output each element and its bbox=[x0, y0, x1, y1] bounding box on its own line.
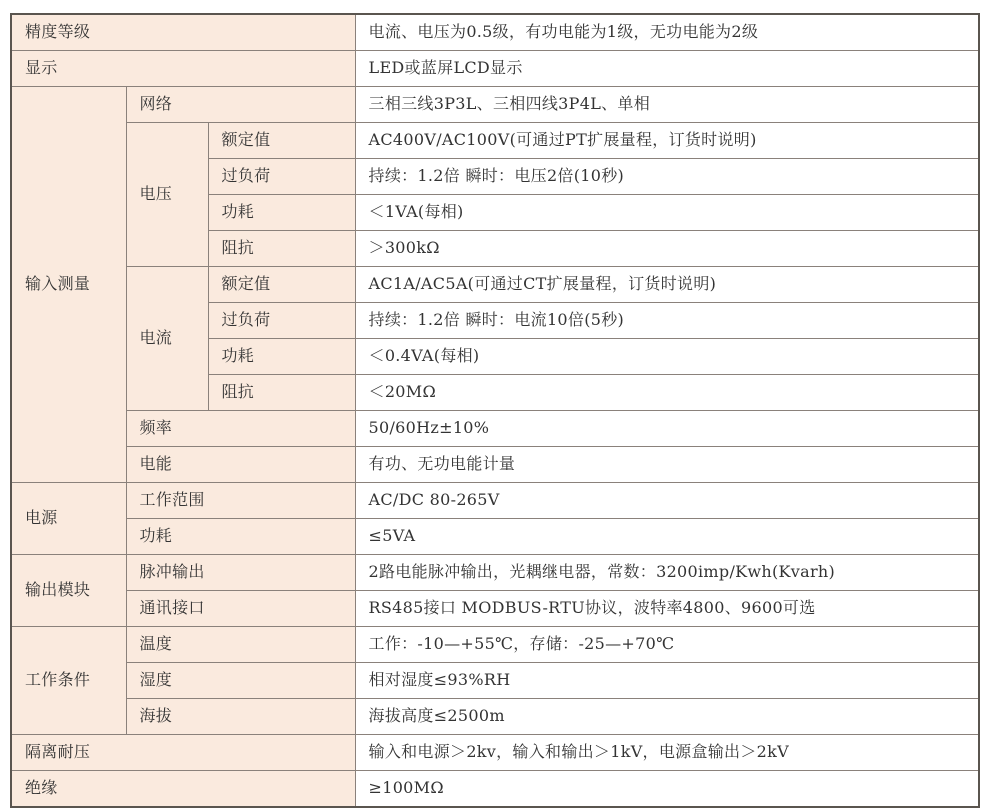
table-row-pulse-output bbox=[11, 555, 979, 591]
voltage-label: 电压 bbox=[126, 123, 208, 267]
isolation-value: 输入和电源＞2kv，输入和输出＞1kV，电源盒输出＞2kV bbox=[355, 735, 979, 771]
table-row-isolation bbox=[11, 735, 979, 771]
isolation-label: 隔离耐压 bbox=[11, 735, 355, 771]
table-row-comm-interface bbox=[11, 591, 979, 627]
current-consumption-label: 功耗 bbox=[208, 339, 355, 375]
input-measure-label: 输入测量 bbox=[11, 87, 126, 483]
voltage-rated-value: AC400V/AC100V(可通过PT扩展量程，订货时说明) bbox=[355, 123, 979, 159]
table-row-network bbox=[11, 87, 979, 123]
voltage-consumption-label: 功耗 bbox=[208, 195, 355, 231]
network-value: 三相三线3P3L、三相四线3P4L、单相 bbox=[355, 87, 979, 123]
power-range-label: 工作范围 bbox=[126, 483, 355, 519]
temperature-label: 温度 bbox=[126, 627, 355, 663]
voltage-impedance-value: ＞300kΩ bbox=[355, 231, 979, 267]
voltage-consumption-value: ＜1VA(每相) bbox=[355, 195, 979, 231]
voltage-overload-value: 持续：1.2倍 瞬时：电压2倍(10秒) bbox=[355, 159, 979, 195]
comm-interface-value: RS485接口 MODBUS-RTU协议，波特率4800、9600可选 bbox=[355, 591, 979, 627]
insulation-label: 绝缘 bbox=[11, 771, 355, 808]
humidity-value: 相对湿度≤93%RH bbox=[355, 663, 979, 699]
frequency-label: 频率 bbox=[126, 411, 355, 447]
work-conditions-label: 工作条件 bbox=[11, 627, 126, 735]
current-impedance-value: ＜20MΩ bbox=[355, 375, 979, 411]
power-consumption-value: ≤5VA bbox=[355, 519, 979, 555]
altitude-label: 海拔 bbox=[126, 699, 355, 735]
voltage-impedance-label: 阻抗 bbox=[208, 231, 355, 267]
insulation-value: ≥100MΩ bbox=[355, 771, 979, 808]
humidity-label: 湿度 bbox=[126, 663, 355, 699]
energy-label: 电能 bbox=[126, 447, 355, 483]
network-label: 网络 bbox=[126, 87, 355, 123]
energy-value: 有功、无功电能计量 bbox=[355, 447, 979, 483]
power-label: 电源 bbox=[11, 483, 126, 555]
temperature-value: 工作：-10—+55℃，存储：-25—+70℃ bbox=[355, 627, 979, 663]
voltage-rated-label: 额定值 bbox=[208, 123, 355, 159]
table-row-power-range bbox=[11, 483, 979, 519]
display-value: LED或蓝屏LCD显示 bbox=[355, 51, 979, 87]
table-row-insulation bbox=[11, 771, 979, 808]
altitude-value: 海拔高度≤2500m bbox=[355, 699, 979, 735]
pulse-output-value: 2路电能脉冲输出，光耦继电器，常数：3200imp/Kwh(Kvarh) bbox=[355, 555, 979, 591]
table-row-current-rated bbox=[11, 267, 979, 303]
pulse-output-label: 脉冲输出 bbox=[126, 555, 355, 591]
current-rated-value: AC1A/AC5A(可通过CT扩展量程，订货时说明) bbox=[355, 267, 979, 303]
table-row-display bbox=[11, 51, 979, 87]
spec-table bbox=[10, 13, 980, 808]
power-range-value: AC/DC 80-265V bbox=[355, 483, 979, 519]
table-row-temperature bbox=[11, 627, 979, 663]
spec-sheet bbox=[10, 13, 980, 808]
accuracy-value: 电流、电压为0.5级，有功电能为1级，无功电能为2级 bbox=[355, 14, 979, 51]
voltage-overload-label: 过负荷 bbox=[208, 159, 355, 195]
output-module-label: 输出模块 bbox=[11, 555, 126, 627]
current-rated-label: 额定值 bbox=[208, 267, 355, 303]
table-row-altitude bbox=[11, 699, 979, 735]
table-row-humidity bbox=[11, 663, 979, 699]
current-consumption-value: ＜0.4VA(每相) bbox=[355, 339, 979, 375]
accuracy-label: 精度等级 bbox=[11, 14, 355, 51]
frequency-value: 50/60Hz±10% bbox=[355, 411, 979, 447]
current-overload-label: 过负荷 bbox=[208, 303, 355, 339]
display-label: 显示 bbox=[11, 51, 355, 87]
current-impedance-label: 阻抗 bbox=[208, 375, 355, 411]
power-consumption-label: 功耗 bbox=[126, 519, 355, 555]
current-label: 电流 bbox=[126, 267, 208, 411]
current-overload-value: 持续：1.2倍 瞬时：电流10倍(5秒) bbox=[355, 303, 979, 339]
table-row-power-consumption bbox=[11, 519, 979, 555]
table-row-accuracy bbox=[11, 14, 979, 51]
comm-interface-label: 通讯接口 bbox=[126, 591, 355, 627]
table-row-energy bbox=[11, 447, 979, 483]
table-row-frequency bbox=[11, 411, 979, 447]
table-row-voltage-rated bbox=[11, 123, 979, 159]
